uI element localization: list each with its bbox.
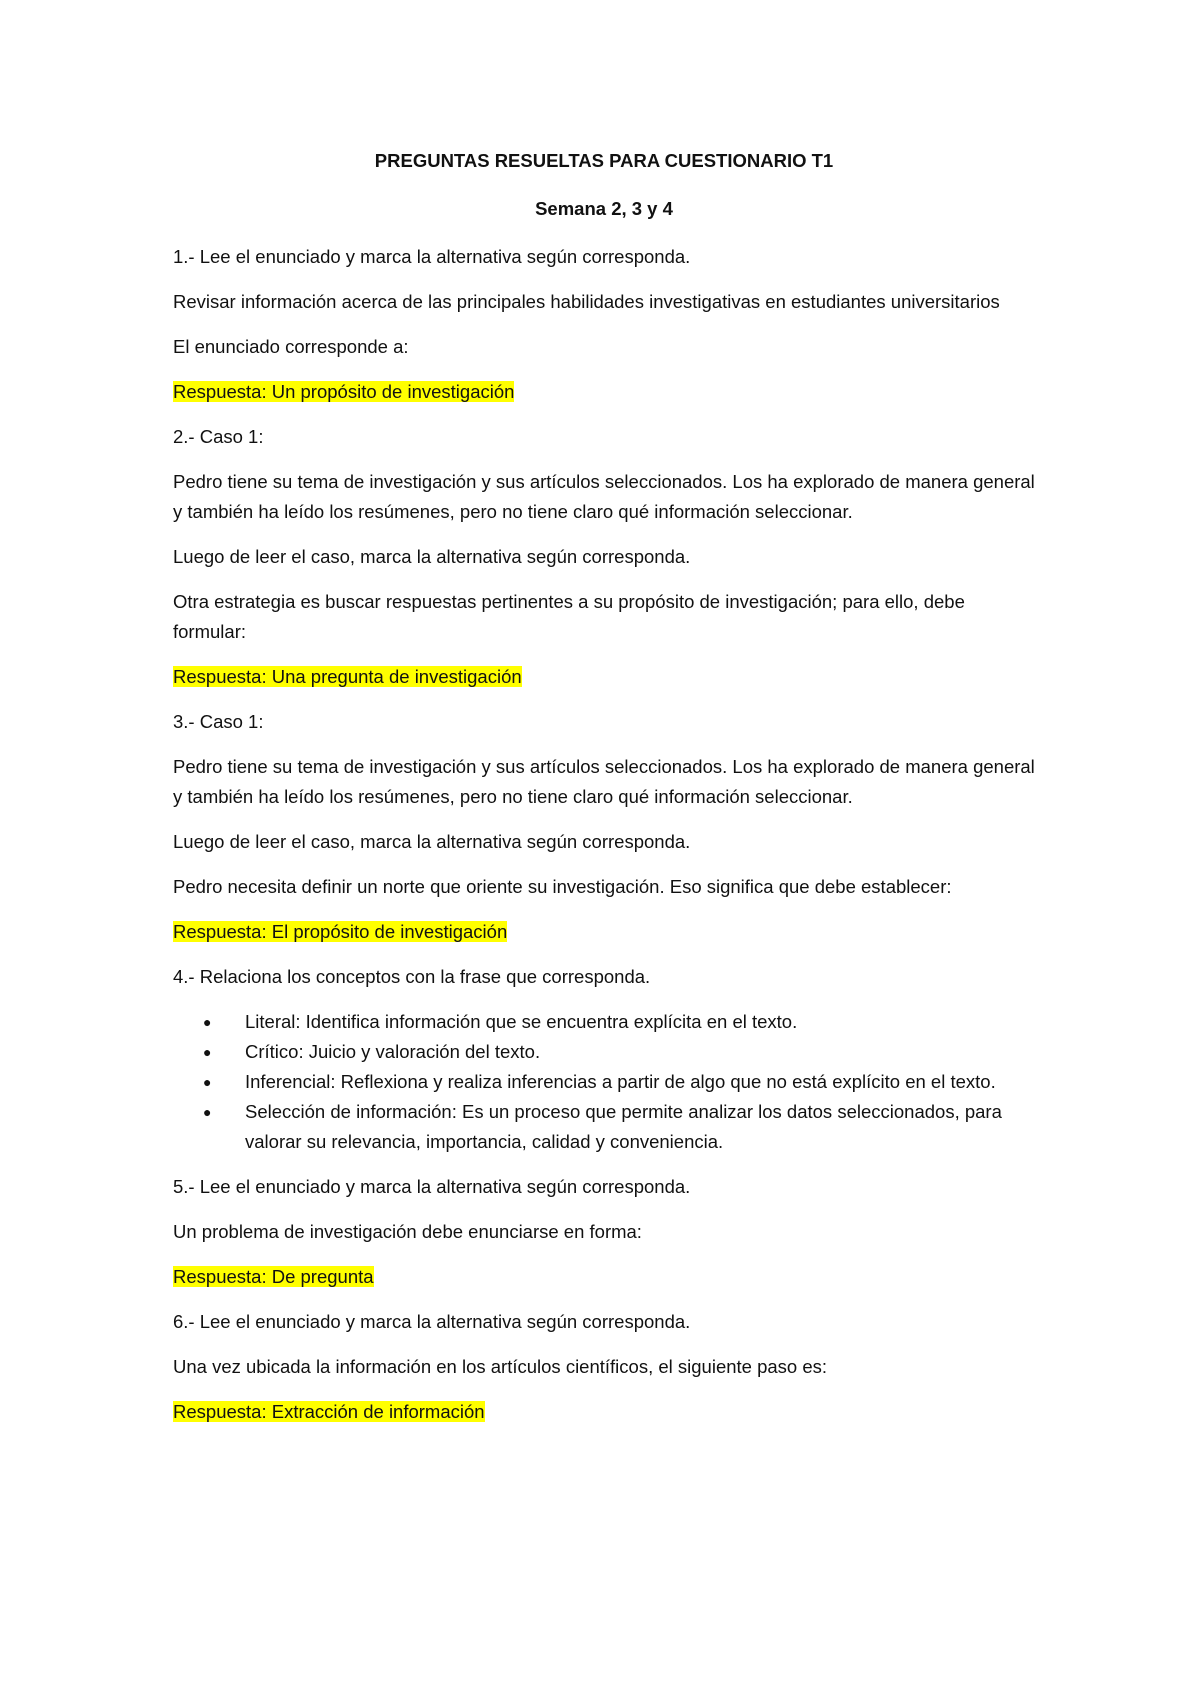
q2-question: Otra estrategia es buscar respuestas pertinentes a su propósito de investigación; para ello, debe formular: — [173, 591, 965, 642]
list-item-text: Literal: Identifica información que se encuentra explícita en el texto. — [245, 1011, 798, 1032]
q6-answer-line — [173, 1397, 1035, 1427]
document-title: PREGUNTAS RESUELTAS PARA CUESTIONARIO T1 — [374, 150, 834, 171]
list-item-text: Crítico: Juicio y valoración del texto. — [245, 1041, 541, 1062]
q2-case: Pedro tiene su tema de investigación y sus artículos seleccionados. Los ha explorado de manera general y también ha leído los resúmenes, pero no tiene claro qué información seleccionar. — [173, 471, 1035, 522]
q5-prompt: 5.- Lee el enunciado y marca la alternativa según corresponda. — [173, 1176, 691, 1197]
q1-answer-line — [173, 377, 1035, 407]
bullet-icon: ● — [203, 1044, 212, 1060]
q5-answer-line — [173, 1262, 1035, 1292]
bullet-icon: ● — [203, 1104, 212, 1120]
q3-instruction: Luego de leer el caso, marca la alternativa según corresponda. — [173, 831, 691, 852]
list-item-text: Selección de información: Es un proceso que permite analizar los datos seleccionados, para valorar su relevancia, importancia, calidad y conveniencia. — [245, 1101, 1002, 1152]
bullet-icon: ● — [203, 1014, 212, 1030]
q4-concept-list — [173, 1007, 1035, 1157]
q3-case: Pedro tiene su tema de investigación y sus artículos seleccionados. Los ha explorado de manera general y también ha leído los resúmenes, pero no tiene claro qué información seleccionar. — [173, 756, 1035, 807]
q3-question: Pedro necesita definir un norte que oriente su investigación. Eso significa que debe establecer: — [173, 876, 952, 897]
q6-question: Una vez ubicada la información en los artículos científicos, el siguiente paso es: — [173, 1356, 828, 1377]
q3-answer-line — [173, 917, 1035, 947]
document-subtitle: Semana 2, 3 y 4 — [535, 198, 673, 219]
q1-statement: Revisar información acerca de las principales habilidades investigativas en estudiantes universitarios — [173, 291, 1000, 312]
q6-answer: Respuesta: Extracción de información — [173, 1401, 485, 1422]
q1-prompt: 1.- Lee el enunciado y marca la alternativa según corresponda. — [173, 246, 691, 267]
q2-answer-line — [173, 662, 1035, 692]
q2-instruction: Luego de leer el caso, marca la alternativa según corresponda. — [173, 546, 691, 567]
list-item — [203, 1067, 1035, 1097]
q5-question: Un problema de investigación debe enunciarse en forma: — [173, 1221, 642, 1242]
list-item — [203, 1037, 1035, 1067]
list-item — [203, 1007, 1035, 1037]
q2-answer: Respuesta: Una pregunta de investigación — [173, 666, 522, 687]
q3-answer: Respuesta: El propósito de investigación — [173, 921, 508, 942]
q1-answer: Respuesta: Un propósito de investigación — [173, 381, 515, 402]
q3-prompt: 3.- Caso 1: — [173, 711, 264, 732]
q5-answer: Respuesta: De pregunta — [173, 1266, 374, 1287]
q1-question: El enunciado corresponde a: — [173, 336, 409, 357]
q6-prompt: 6.- Lee el enunciado y marca la alternativa según corresponda. — [173, 1311, 691, 1332]
list-item-text: Inferencial: Reflexiona y realiza inferencias a partir de algo que no está explícito en el texto. — [245, 1071, 996, 1092]
q4-prompt: 4.- Relaciona los conceptos con la frase que corresponda. — [173, 966, 651, 987]
list-item — [203, 1097, 1035, 1157]
document-content — [173, 146, 1035, 1442]
q2-prompt: 2.- Caso 1: — [173, 426, 264, 447]
bullet-icon: ● — [203, 1074, 212, 1090]
